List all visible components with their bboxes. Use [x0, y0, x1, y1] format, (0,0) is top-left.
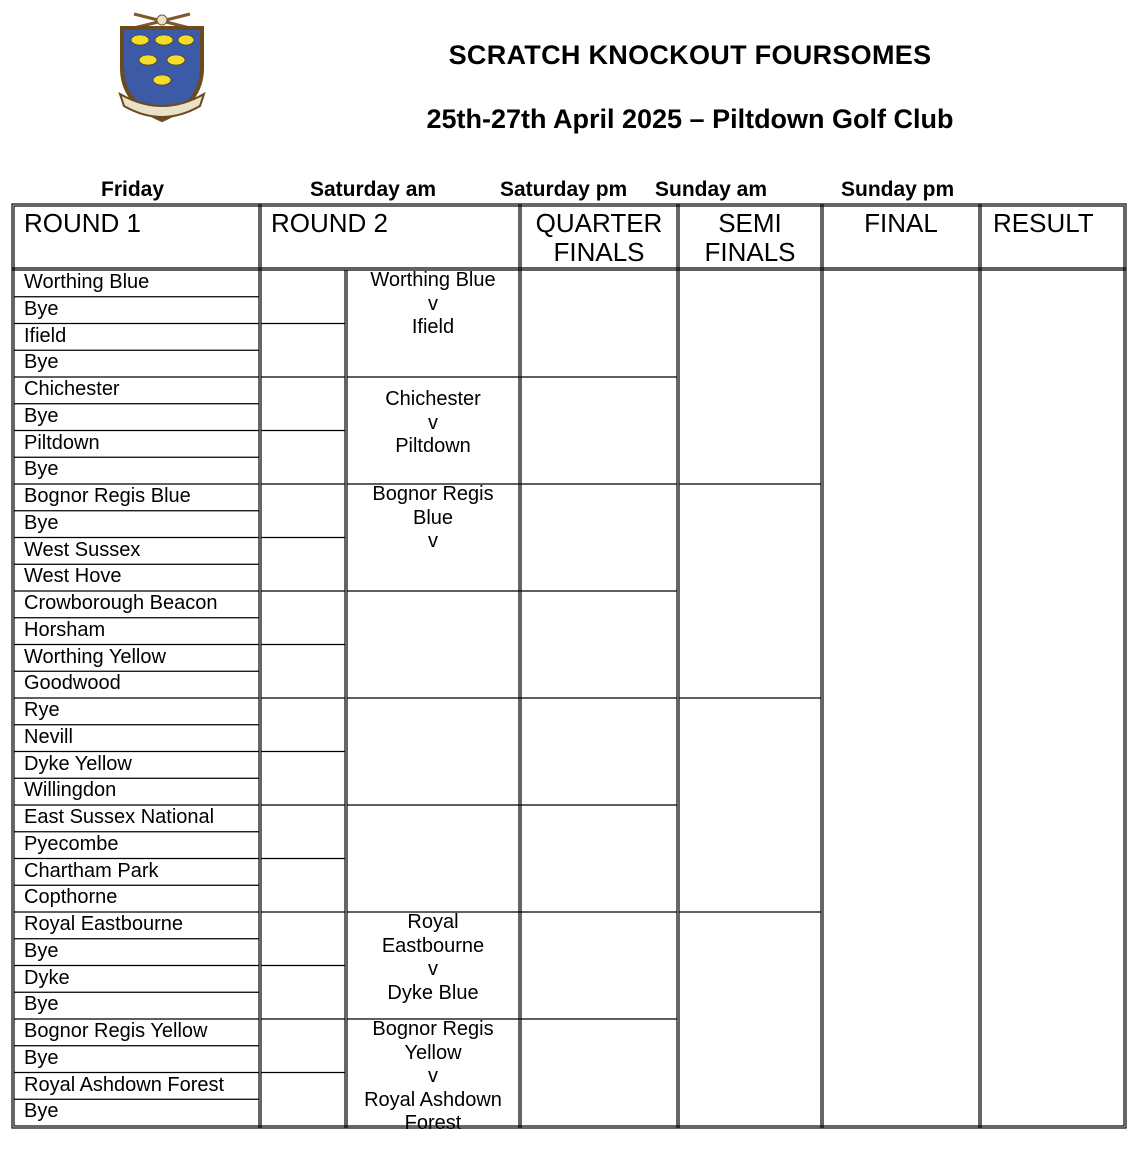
round-2-match-line: Eastbourne [381, 934, 485, 957]
header-round-1: ROUND 1 [24, 208, 142, 238]
round-1-team: Crowborough Beacon [24, 592, 218, 614]
header-final: FINAL [864, 208, 938, 238]
round-2-match-line: Royal Ashdown [364, 1088, 502, 1111]
round-1-team: Royal Eastbourne [24, 913, 183, 935]
round-1-team: Bye [24, 939, 59, 962]
round-1-team: Bye [24, 1046, 59, 1069]
round-2-match-line: v [428, 292, 438, 315]
round-2-match-line: Forest [404, 1112, 462, 1134]
header-round-2: ROUND 2 [271, 208, 389, 238]
round-1-team: Piltdown [24, 431, 100, 454]
round-2-match [347, 1018, 519, 1136]
round-2-match-line: v [428, 1065, 438, 1087]
round-1-team: Bye [24, 351, 59, 374]
round-1-team: Bye [24, 297, 59, 320]
round-2-match-line: v [428, 411, 438, 434]
round-1-team: West Hove [24, 565, 122, 588]
round-1-team: Worthing Blue [24, 271, 150, 293]
round-1-team: Bye [24, 458, 59, 481]
header-result: RESULT [993, 208, 1094, 238]
round-2-match-line: Yellow [404, 1041, 462, 1064]
round-2-match [347, 911, 519, 1005]
round-2-match-line: Blue [412, 506, 454, 529]
day-label-sunday-pm: Sunday pm [841, 178, 955, 201]
round-1-team: East Sussex National [24, 806, 215, 828]
round-1-team: Bognor Regis Yellow [24, 1020, 208, 1042]
round-1-team: Worthing Yellow [24, 645, 166, 668]
round-1-team: Goodwood [24, 672, 121, 695]
header-quarter-finals [521, 209, 677, 267]
round-1-team: Chichester [24, 378, 120, 400]
round-1-team: Dyke [24, 966, 70, 989]
round-1-team: Chartham Park [24, 859, 159, 882]
page-subtitle: 25th-27th April 2025 – Piltdown Golf Club [426, 104, 954, 134]
round-2-match-line: Bognor Regis [372, 483, 494, 505]
day-label-saturday-am: Saturday am [310, 178, 437, 201]
day-label-friday: Friday [101, 178, 165, 201]
round-2-match-line: Chichester [385, 388, 481, 410]
round-1-team: West Sussex [24, 538, 141, 561]
round-1-team: Dyke Yellow [24, 752, 132, 775]
header-quarter-line-2: FINALS [553, 237, 645, 267]
round-2-match-line: Royal [407, 911, 459, 933]
round-2-match-line: v [428, 958, 438, 980]
round-2-match [347, 269, 519, 340]
day-label-saturday-pm: Saturday pm [500, 178, 628, 201]
round-1-team: Pyecombe [24, 832, 119, 855]
round-1-team: Rye [24, 699, 60, 721]
header-semi-finals [679, 209, 821, 267]
round-2-match-line: Worthing Blue [370, 269, 496, 291]
round-1-team: Bognor Regis Blue [24, 485, 191, 507]
round-1-team: Royal Ashdown Forest [24, 1073, 225, 1096]
round-1-team: Ifield [24, 324, 67, 347]
header-semi-line-1: SEMI [718, 208, 782, 238]
round-1-team: Nevill [24, 725, 73, 748]
round-2-match-line: Piltdown [395, 435, 471, 457]
round-1-team: Bye [24, 1100, 59, 1123]
round-2-match-line: v [428, 530, 438, 552]
round-1-team: Willingdon [24, 779, 117, 802]
header-quarter-line-1: QUARTER [535, 208, 663, 238]
round-2-match [347, 388, 519, 459]
round-1-team: Bye [24, 511, 59, 534]
header-semi-line-2: FINALS [704, 237, 796, 267]
round-2-match-line: Dyke Blue [387, 981, 479, 1004]
round-1-team: Copthorne [24, 886, 118, 909]
round-1-team: Horsham [24, 618, 106, 641]
round-2-match-line: Ifield [411, 316, 455, 338]
round-1-team: Bye [24, 993, 59, 1016]
round-2-match-line: Bognor Regis [372, 1018, 494, 1040]
round-2-match [347, 483, 519, 554]
day-label-sunday-am: Sunday am [655, 178, 768, 201]
round-1-team: Bye [24, 404, 59, 427]
page-title: SCRATCH KNOCKOUT FOURSOMES [448, 40, 932, 70]
